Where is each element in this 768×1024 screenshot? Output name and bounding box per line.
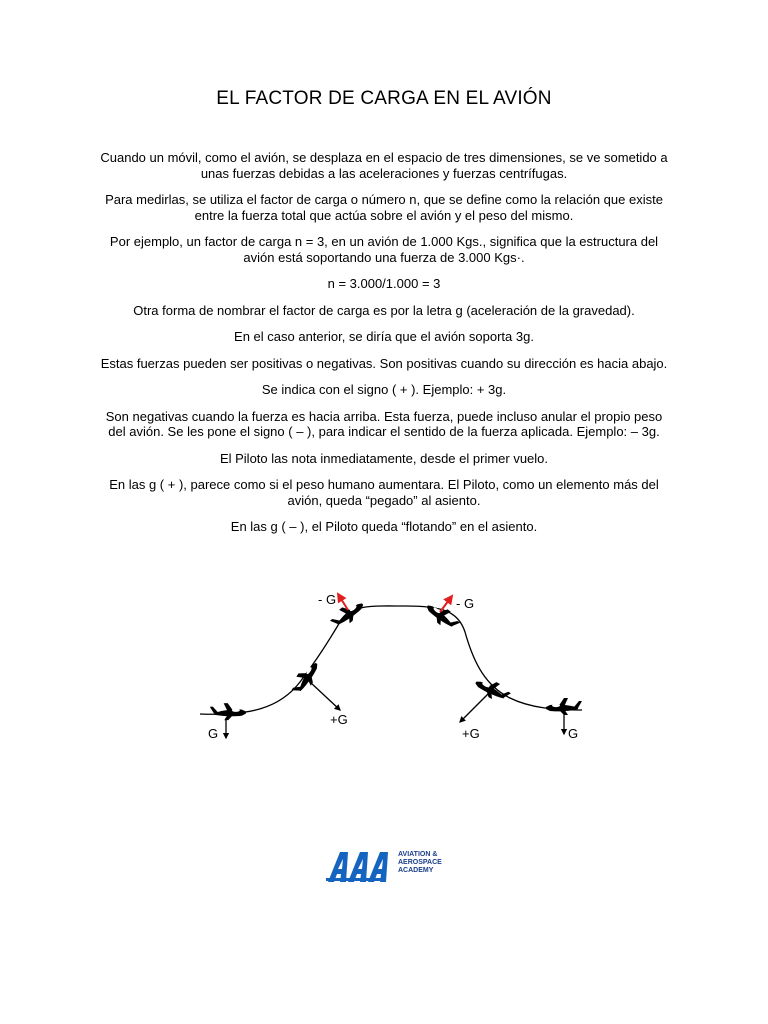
- negative-g-label-right: - G: [456, 596, 475, 611]
- logo-line: AEROSPACE: [398, 859, 442, 866]
- paragraph: Para medirlas, se utiliza el factor de carga o número n, que se define como la relación que existe entre la fuerza total que actúa sobre el avión y el peso del mismo.: [105, 192, 663, 223]
- negative-g-arrow-right: [440, 596, 452, 612]
- paragraph: En las g ( – ), el Piloto queda “flotando” en el asiento.: [230, 519, 538, 534]
- document-title: EL FACTOR DE CARGA EN EL AVIÓN: [216, 88, 552, 109]
- academy-logo: [326, 848, 452, 884]
- paragraph: Se indica con el signo ( + ). Ejemplo: + 3g.: [261, 382, 507, 397]
- positive-g-label-left: +G: [330, 712, 348, 727]
- paragraph: Son negativas cuando la fuerza es hacia arriba. Esta fuerza, puede incluso anular el propio peso del avión. Se les pone el signo ( – ), para indicar el sentido de la fuerza aplicada. Ejemplo: – 3g.: [105, 408, 663, 439]
- loop-maneuver-figure: [190, 582, 590, 752]
- paragraph: En el caso anterior, se diría que el avión soporta 3g.: [234, 329, 534, 344]
- weight-label-right: G: [568, 726, 579, 741]
- plane-icon: [289, 658, 322, 698]
- paragraph: Otra forma de nombrar el factor de carga es por la letra g (aceleración de la gravedad).: [133, 302, 635, 318]
- paragraph: n = 3.000/1.000 = 3: [327, 276, 441, 291]
- paragraph: En las g ( + ), parece como si el peso humano aumentara. El Piloto, como un elemento más del avión, queda “pegado” al asiento.: [109, 477, 659, 508]
- positive-g-arrow-right: [460, 694, 488, 722]
- negative-g-label-left: - G: [318, 592, 337, 607]
- flight-path-line: [200, 606, 582, 714]
- paragraph: El Piloto las nota inmediatamente, desde el primer vuelo.: [219, 450, 549, 466]
- logo-line: ACADEMY: [398, 867, 434, 874]
- paragraph: Por ejemplo, un factor de carga n = 3, en un avión de 1.000 Kgs., significa que la estructura del avión está soportando una fuerza de 3.000 Kgs·.: [109, 234, 659, 265]
- aaa-logo-icon: [326, 848, 396, 884]
- document-body: [100, 150, 668, 546]
- paragraph: Estas fuerzas pueden ser positivas o negativas. Son positivas cuando su dirección es hacia abajo.: [100, 355, 668, 371]
- positive-g-arrow-left: [310, 682, 340, 710]
- weight-label-left: G: [208, 726, 219, 741]
- plane-icon: [473, 674, 513, 706]
- positive-g-label-right: +G: [462, 726, 480, 741]
- logo-wordmark: [398, 851, 442, 875]
- paragraph: Cuando un móvil, como el avión, se desplaza en el espacio de tres dimensiones, se ve sometido a unas fuerzas debidas a las aceleraciones y fuerzas centrífugas.: [100, 150, 668, 181]
- loop-maneuver-illustration: [190, 582, 590, 752]
- plane-icon: [210, 702, 247, 720]
- logo-line: AVIATION &: [398, 851, 438, 858]
